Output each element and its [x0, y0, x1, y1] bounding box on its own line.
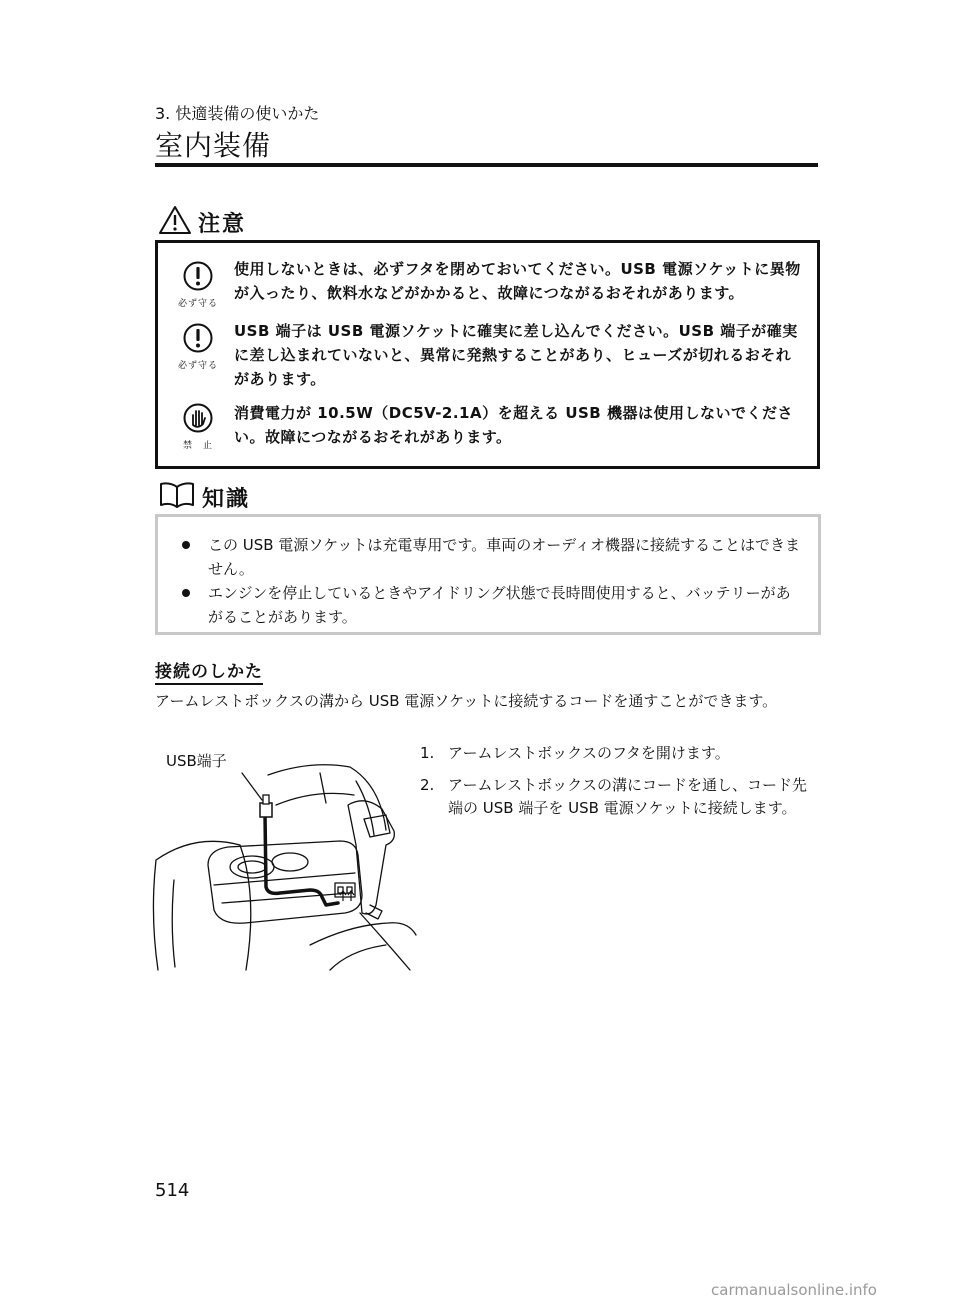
- step-number: 1.: [420, 744, 435, 762]
- step-text: アームレストボックスの溝にコードを通し、コード先端の USB 端子を USB 電源ソケットに接続します。: [448, 776, 807, 817]
- step-list: [420, 742, 820, 829]
- armrest-usb-illustration: [150, 745, 420, 975]
- knowledge-item: [182, 581, 802, 629]
- knowledge-text: エンジンを停止しているときやアイドリング状態で長時間使用すると、バッテリーがあがることがあります。: [208, 584, 791, 626]
- caution-text: 使用しないときは、必ずフタを閉めておいてください。USB 電源ソケットに異物が入ったり、飲料水などがかかると、故障につながるおそれがあります。: [234, 260, 801, 302]
- step-item: [420, 742, 820, 765]
- caution-text: USB 端子は USB 電源ソケットに確実に差し込んでください。USB 端子が確実に差し込まれていないと、異常に発熱することがあり、ヒューズが切れるおそれがあります。: [234, 322, 798, 388]
- page-number: 514: [155, 1180, 190, 1201]
- usb-terminal-label: USB端子: [166, 752, 227, 770]
- connect-intro: アームレストボックスの溝から USB 電源ソケットに接続するコードを通すことができます。: [155, 692, 778, 710]
- step-number: 2.: [420, 776, 435, 794]
- must-do-label: 必ず守る: [177, 299, 218, 309]
- step-text: アームレストボックスのフタを開けます。: [448, 744, 730, 762]
- prohibited-hand-icon: [172, 403, 224, 451]
- watermark: carmanualsonline.info: [711, 1281, 877, 1299]
- title-rule: [155, 163, 818, 167]
- section-subtitle: 3. 快適装備の使いかた: [155, 104, 320, 123]
- caution-text: 消費電力が 10.5W（DC5V-2.1A）を超える USB 機器は使用しないでください。故障につながるおそれがあります。: [234, 404, 793, 446]
- must-do-label: 必ず守る: [177, 361, 218, 371]
- must-do-icon: [172, 261, 224, 309]
- knowledge-heading: [158, 481, 250, 513]
- knowledge-text: この USB 電源ソケットは充電専用です。車両のオーディオ機器に接続することはできません。: [208, 536, 801, 578]
- knowledge-box: [155, 514, 821, 635]
- bullet: [182, 589, 190, 597]
- prohibited-label: 禁 止: [182, 441, 213, 451]
- warning-triangle-icon: [158, 205, 192, 239]
- must-do-icon: [172, 323, 224, 371]
- bullet: [182, 541, 190, 549]
- page-title: 室内装備: [155, 129, 272, 162]
- connect-heading: 接続のしかた: [155, 657, 263, 685]
- caution-box: [155, 240, 820, 469]
- caution-heading: [158, 205, 246, 239]
- open-book-icon: [158, 481, 196, 513]
- knowledge-item: [182, 533, 802, 581]
- step-item: [420, 774, 820, 820]
- knowledge-heading-text: 知識: [202, 486, 251, 512]
- caution-heading-text: 注意: [198, 211, 247, 237]
